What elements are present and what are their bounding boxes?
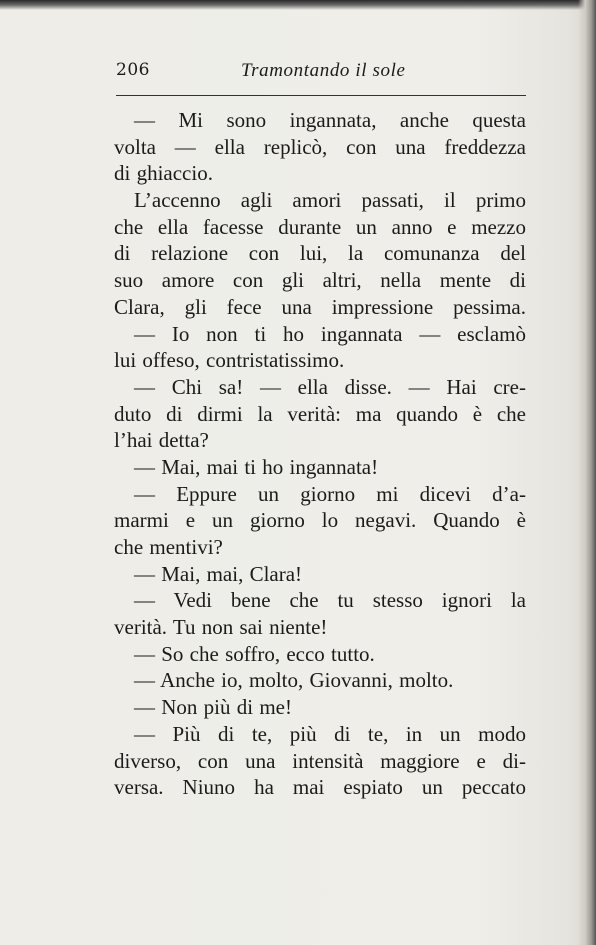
text-line: l’hai detta? xyxy=(114,428,209,453)
text-line: di ghiaccio. xyxy=(114,161,213,186)
text-line: L’accenno agli amori passati, il primo xyxy=(134,188,526,213)
text-line: — Io non ti ho ingannata — esclamò xyxy=(134,321,526,346)
text-line: suo amore con gli altri, nella mente di xyxy=(114,268,526,293)
text-line: di relazione con lui, la comunanza del xyxy=(114,241,526,266)
text-line: — So che soffro, ecco tutto. xyxy=(134,641,375,666)
text-line: — Anche io, molto, Giovanni, molto. xyxy=(134,668,454,693)
text-line: — Mi sono ingannata, anche questa xyxy=(134,108,526,132)
text-line: — Non più di me! xyxy=(134,695,292,720)
running-head-title: Tramontando il sole xyxy=(241,60,406,81)
text-line: Clara, gli fece una impressione pessima. xyxy=(114,294,526,319)
page-number: 206 xyxy=(116,60,150,80)
text-line: diverso, con una intensità maggiore e di- xyxy=(114,748,526,773)
scan-top-shadow xyxy=(0,0,596,10)
text-line: marmi e un giorno lo negavi. Quando è xyxy=(114,508,526,533)
text-line: — Mai, mai, Clara! xyxy=(134,561,303,586)
page-gutter-edge xyxy=(578,0,596,945)
text-line: che ella facesse durante un anno e mezzo xyxy=(114,214,526,239)
text-line: verità. Tu non sai niente! xyxy=(114,615,328,640)
text-line: — Chi sa! — ella disse. — Hai cre- xyxy=(134,374,526,399)
text-line: volta — ella replicò, con una freddezza xyxy=(114,134,526,159)
text-line: versa. Niuno ha mai espiato un peccato xyxy=(114,775,526,800)
running-head xyxy=(116,58,526,86)
text-line: — Mai, mai ti ho ingannata! xyxy=(134,454,379,479)
text-line: duto di dirmi la verità: ma quando è che xyxy=(114,401,526,426)
text-line: — Più di te, più di te, in un modo xyxy=(134,721,526,746)
header-rule xyxy=(116,95,526,96)
text-line: — Vedi bene che tu stesso ignori la xyxy=(134,588,526,613)
body-text xyxy=(114,107,526,801)
text-line: — Eppure un giorno mi dicevi d’a- xyxy=(134,481,526,506)
text-line: che mentivi? xyxy=(114,535,223,559)
text-line: lui offeso, contristatissimo. xyxy=(114,348,345,373)
